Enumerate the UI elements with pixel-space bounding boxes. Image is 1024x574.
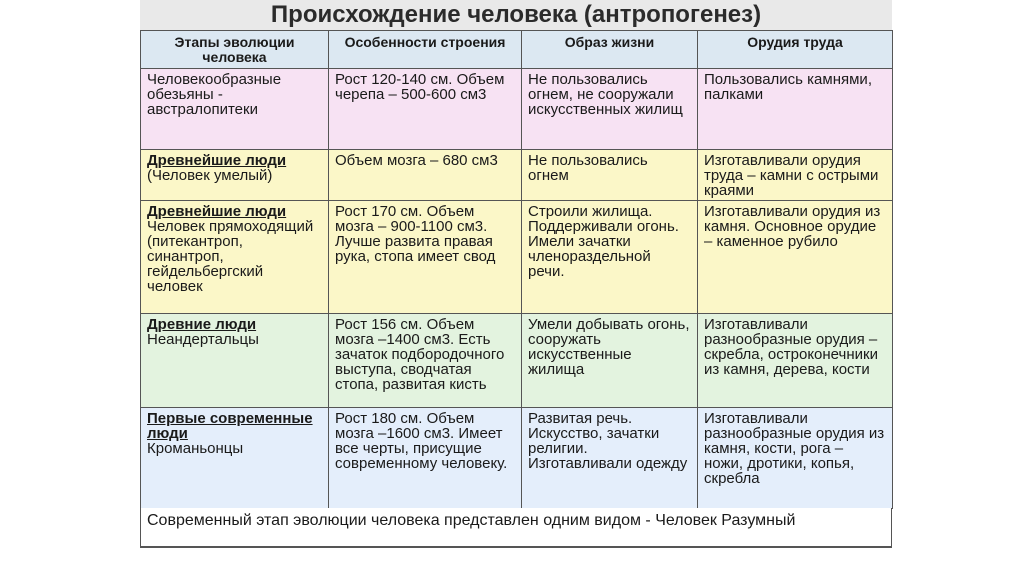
stage-cell xyxy=(141,150,329,201)
lifestyle-cell: Не пользовались огнем, не сооружали искусственных жилищ xyxy=(522,69,698,150)
header-stages: Этапы эволюции человека xyxy=(141,31,329,69)
table-row xyxy=(141,150,893,201)
stage-desc: Человек прямоходящий (питекантроп, синантроп, гейдельбергский человек xyxy=(147,218,314,295)
page-title: Происхождение человека (антропогенез) xyxy=(140,0,892,30)
stage-desc: Человекообразные обезьяны - австралопитеки xyxy=(147,71,282,118)
tools-cell: Пользовались камнями, палками xyxy=(698,69,893,150)
structure-cell: Рост 156 см. Объем мозга –1400 см3. Есть зачаток подбородочного выступа, сводчатая стопа, развитая кисть xyxy=(329,314,522,408)
footer-summary: Современный этап эволюции человека представлен одним видом - Человек Разумный xyxy=(140,508,892,548)
lifestyle-cell: Не пользовались огнем xyxy=(522,150,698,201)
table-row xyxy=(141,408,893,509)
stage-cell xyxy=(141,408,329,509)
table-header-row xyxy=(141,31,893,69)
stage-name: Древние люди xyxy=(147,316,257,333)
header-tools: Орудия труда xyxy=(698,31,893,69)
lifestyle-cell: Строили жилища. Поддерживали огонь. Имели зачатки членораздельной речи. xyxy=(522,201,698,314)
tools-cell: Изготавливали разнообразные орудия – скребла, остроконечники из камня, дерева, кости xyxy=(698,314,893,408)
structure-cell: Объем мозга – 680 см3 xyxy=(329,150,522,201)
tools-cell: Изготавливали орудия из камня. Основное орудие – каменное рубило xyxy=(698,201,893,314)
stage-desc: (Человек умелый) xyxy=(147,167,273,184)
anthropogenesis-table xyxy=(140,30,893,509)
structure-cell: Рост 170 см. Объем мозга – 900-1100 см3. Лучше развита правая рука, стопа имеет свод xyxy=(329,201,522,314)
lifestyle-cell: Умели добывать огонь, сооружать искусственные жилища xyxy=(522,314,698,408)
structure-cell: Рост 180 см. Объем мозга –1600 см3. Имеет все черты, присущие современному человеку. xyxy=(329,408,522,509)
stage-cell xyxy=(141,314,329,408)
table-row xyxy=(141,314,893,408)
table-row xyxy=(141,69,893,150)
tools-cell: Изготавливали орудия труда – камни с острыми краями xyxy=(698,150,893,201)
stage-name: Древнейшие люди xyxy=(147,152,287,169)
tools-cell: Изготавливали разнообразные орудия из камня, кости, рога – ножи, дротики, копья, скребла xyxy=(698,408,893,509)
lifestyle-cell: Развитая речь. Искусство, зачатки религии. Изготавливали одежду xyxy=(522,408,698,509)
header-lifestyle: Образ жизни xyxy=(522,31,698,69)
table-row xyxy=(141,201,893,314)
stage-desc: Кроманьонцы xyxy=(147,440,244,457)
stage-desc: Неандертальцы xyxy=(147,331,259,348)
stage-name: Древнейшие люди xyxy=(147,203,287,220)
stage-cell xyxy=(141,69,329,150)
stage-cell xyxy=(141,201,329,314)
stage-name: Первые современные люди xyxy=(147,410,313,442)
header-structure: Особенности строения xyxy=(329,31,522,69)
structure-cell: Рост 120-140 см. Объем черепа – 500-600 см3 xyxy=(329,69,522,150)
